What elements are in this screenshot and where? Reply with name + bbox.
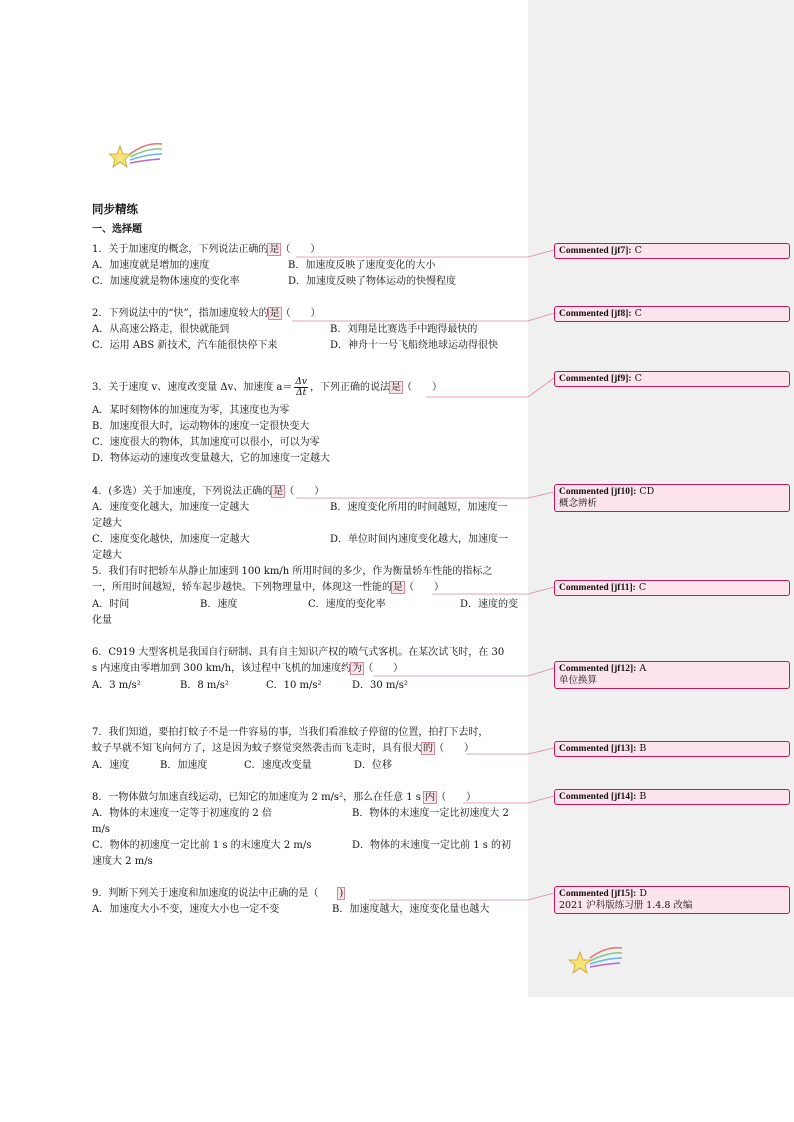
option: C．加速度就是物体速度的变化率	[92, 276, 240, 287]
comment-bubble[interactable]: Commented [jf7]: C	[554, 243, 790, 259]
question-7-stem: 7．我们知道，要拍打蚊子不是一件容易的事，当我们看准蚊子停留的位置，拍打下去时，	[92, 727, 489, 738]
question-7-stem-cont: 蚊子早就不知飞向何方了，这是因为蚊子察觉突然袭击而飞走时，具有很大的（ ）	[92, 743, 474, 754]
option: A．物体的末速度一定等于初速度的 2 倍	[92, 808, 272, 819]
comment-anchor[interactable]: 是	[269, 308, 280, 319]
option: B．加速度反映了速度变化的大小	[288, 260, 436, 271]
question-5-stem: 5．我们有时把轿车从静止加速到 100 km/h 所用时间的多少，作为衡量轿车性能的指标之	[92, 566, 493, 577]
option: D．30 m/s²	[352, 680, 408, 691]
comment-anchor[interactable]: 是	[273, 486, 284, 497]
option-wrap: 定越大	[92, 518, 122, 529]
comment-bubble[interactable]: Commented [jf13]: B	[554, 741, 790, 757]
option: A．某时刻物体的加速度为零，其速度也为零	[92, 405, 290, 416]
comment-bubble[interactable]: Commented [jf10]: CD 概念辨析	[554, 484, 790, 512]
option: A．从高速公路走，很快就能到	[92, 324, 230, 335]
question-4-stem: 4．(多选）关于加速度，下列说法正确的是（ ）	[92, 486, 325, 497]
comment-bubble[interactable]: Commented [jf15]: D 2021 沪科版练习册 1.4.8 改编	[554, 886, 790, 914]
option: B．速度变化所用的时间越短，加速度一	[330, 502, 508, 513]
option: C．速度的变化率	[308, 599, 386, 610]
option: D．神舟十一号飞船绕地球运动得很快	[330, 340, 499, 351]
shooting-star-icon	[568, 944, 624, 978]
option: D．物体运动的速度改变量越大，它的加速度一定越大	[92, 453, 331, 464]
question-6-stem: 6．C919 大型客机是我国自行研制、具有自主知识产权的喷气式客机。在某次试飞时，在 30	[92, 647, 505, 658]
comment-bubble[interactable]: Commented [jf11]: C	[554, 580, 790, 596]
option: A．时间	[92, 599, 130, 610]
option: B．物体的末速度一定比初速度大 2	[352, 808, 509, 819]
option: B．加速度	[160, 760, 208, 771]
option: C．物体的初速度一定比前 1 s 的末速度大 2 m/s	[92, 840, 312, 851]
question-3-stem: 3．关于速度 v、速度改变量 Δv、加速度 a＝ $\frac{\Delta v}{\Delta t}$ ，下列正确的说法是（ ）	[92, 377, 442, 398]
option: A．加速度就是增加的速度	[92, 260, 210, 271]
option-wrap: 速度大 2 m/s	[92, 856, 153, 867]
option: A．速度变化越大，加速度一定越大	[92, 502, 250, 513]
comment-anchor[interactable]: 是	[393, 582, 403, 593]
comment-anchor[interactable]: 是	[269, 244, 280, 255]
question-1-stem: 1．关于加速度的概念，下列说法正确的是（ ）	[92, 244, 321, 255]
comment-anchor[interactable]: )	[339, 888, 344, 899]
option-wrap: m/s	[92, 824, 110, 835]
question-9-stem: 9．判断下列关于速度和加速度的说法中正确的是（ )	[92, 888, 344, 899]
option-wrap: 定越大	[92, 550, 122, 561]
question-6-stem-cont: s 内速度由零增加到 300 km/h，该过程中飞机的加速度约为（ ）	[92, 663, 404, 674]
option: B．刘翔是比赛选手中跑得最快的	[330, 324, 478, 335]
fraction: $\frac{\Delta v}{\Delta t}$	[295, 377, 307, 398]
option: B．速度	[200, 599, 238, 610]
page-title: 同步精练	[92, 202, 138, 216]
section-title: 一、选择题	[92, 224, 142, 235]
option: A．加速度大小不变，速度大小也一定不变	[92, 904, 280, 915]
comment-note: 2021 沪科版练习册 1.4.8 改编	[559, 900, 693, 911]
comment-bubble[interactable]: Commented [jf9]: C	[554, 371, 790, 387]
comment-anchor[interactable]: 内	[425, 792, 436, 803]
question-2-stem: 2．下列说法中的“快”，指加速度较大的是（ ）	[92, 308, 321, 319]
option: D．单位时间内速度变化越大，加速度一	[330, 534, 509, 545]
comment-anchor[interactable]: 是	[390, 382, 401, 393]
option: D．位移	[354, 760, 393, 771]
option: C．速度变化越快，加速度一定越大	[92, 534, 250, 545]
option: D．物体的末速度一定比前 1 s 的初	[352, 840, 512, 851]
question-5-stem-cont: 一，所用时间越短，轿车起步越快。下列物理量中，体现这一性能的是（ ）	[92, 582, 444, 593]
comment-note: 概念辨析	[559, 498, 598, 509]
comment-bubble[interactable]: Commented [jf8]: C	[554, 306, 790, 322]
comment-bubble[interactable]: Commented [jf12]: A 单位换算	[554, 661, 790, 689]
comment-note: 单位换算	[559, 675, 598, 686]
option: C．速度很大的物体，其加速度可以很小，可以为零	[92, 437, 320, 448]
option: B．加速度很大时，运动物体的速度一定很快变大	[92, 421, 310, 432]
option: B．8 m/s²	[180, 680, 229, 691]
option-wrap: 化量	[92, 615, 112, 626]
comment-bubble[interactable]: Commented [jf14]: B	[554, 789, 790, 805]
comment-anchor[interactable]: 为	[352, 663, 363, 674]
question-8-stem: 8．一物体做匀加速直线运动，已知它的加速度为 2 m/s²，那么在任意 1 s 内（ ）	[92, 792, 477, 803]
option: C．10 m/s²	[266, 680, 322, 691]
option: C．速度改变量	[244, 760, 312, 771]
option: A．3 m/s²	[92, 680, 141, 691]
option: B．加速度越大，速度变化量也越大	[332, 904, 490, 915]
option: D．加速度反映了物体运动的快慢程度	[288, 276, 457, 287]
option: A．速度	[92, 760, 130, 771]
option: D．速度的变	[460, 599, 519, 610]
option: C．运用 ABS 新技术，汽车能很快停下来	[92, 340, 278, 351]
comment-anchor[interactable]: 的	[423, 743, 433, 754]
